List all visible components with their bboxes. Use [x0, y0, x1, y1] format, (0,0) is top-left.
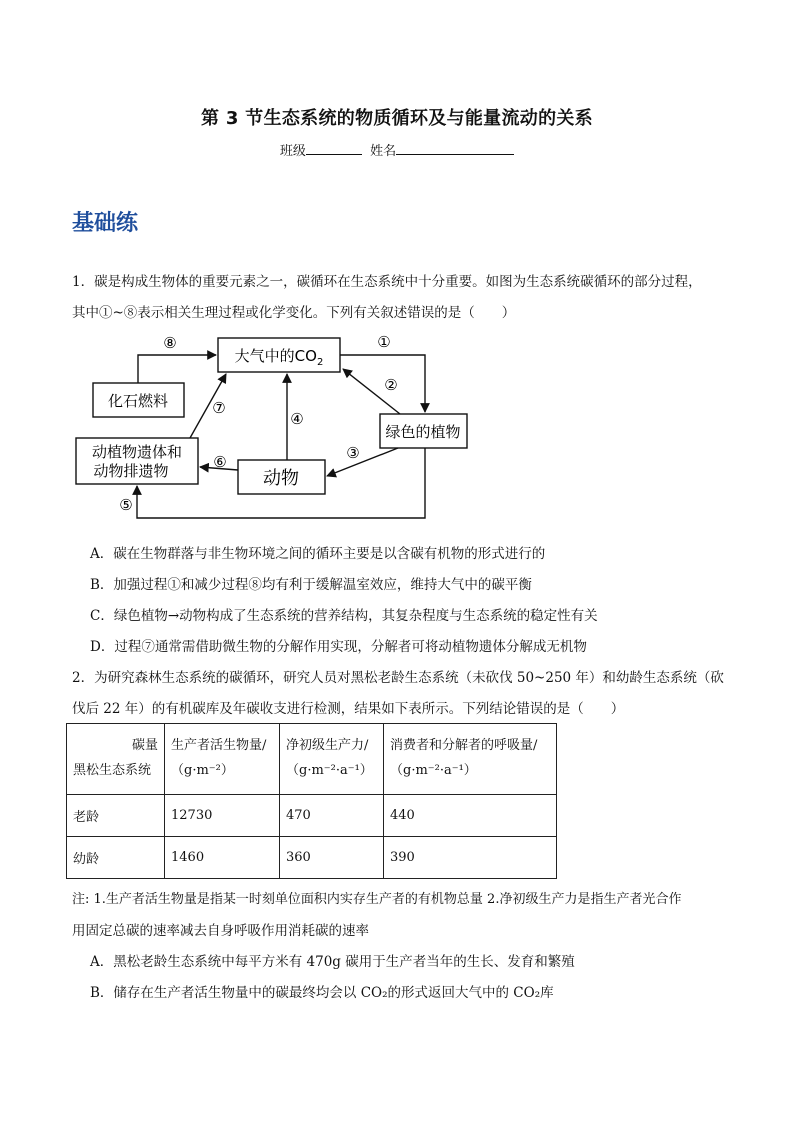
arrow-5-label: ⑤ [119, 496, 133, 514]
remains-label-line1: 动植物遗体和 [91, 443, 183, 461]
atmosphere-label: 大气中的$CO_2$ [234, 347, 324, 368]
fossil-label: 化石燃料 [107, 392, 169, 410]
arrow-6-label: ⑥ [213, 453, 227, 471]
q1-option-c[interactable]: C．绿色植物→动物构成了生态系统的营养结构，其复杂程度与生态系统的稳定性有关 [90, 608, 598, 624]
table-header-col2: 净初级生产力/ （g·m⁻²·a⁻¹） [280, 724, 384, 795]
arrow-4-label: ④ [290, 410, 304, 428]
table-corner: 碳量 黑松生态系统 [67, 724, 165, 795]
q2-note-line2: 用固定总碳的速率减去自身呼吸作用消耗碳的速率 [72, 923, 369, 939]
arrow-3-label: ③ [346, 444, 360, 462]
section-title: 基础练 [72, 211, 139, 236]
q2-stem-line2: 伐后 22 年）的有机碳库及年碳收支进行检测，结果如下表所示。下列结论错误的是（ ） [72, 701, 625, 717]
arrow-1 [340, 355, 425, 412]
q2-stem-line1: 2．为研究森林生态系统的碳循环，研究人员对黑松老龄生态系统（未砍伐 50~250 年）和幼龄生态系统（砍 [72, 670, 724, 686]
table-header-col1: 生产者活生物量/ （g·m⁻²） [165, 724, 280, 795]
arrow-8-label: ⑧ [163, 334, 177, 352]
name-label: 姓名 [370, 144, 397, 159]
arrow-2-label: ② [384, 376, 398, 394]
q1-stem-line2: 其中①~⑧表示相关生理过程或化学变化。下列有关叙述错误的是（ ） [72, 305, 516, 321]
animal-label: 动物 [263, 468, 299, 489]
arrow-3 [327, 448, 398, 476]
q1-option-b[interactable]: B．加强过程①和减少过程⑧均有利于缓解温室效应，维持大气中的碳平衡 [90, 577, 532, 593]
q2-note-line1: 注: 1.生产者活生物量是指某一时刻单位面积内实存生产者的有机物总量 2.净初级生产力是指生产者光合作 [72, 892, 682, 907]
q1-option-a[interactable]: A．碳在生物群落与非生物环境之间的循环主要是以含碳有机物的形式进行的 [90, 546, 546, 562]
q2-option-a[interactable]: A．黑松老龄生态系统中每平方米有 470g 碳用于生产者当年的生长、发育和繁殖 [90, 954, 575, 970]
q1-stem-line1: 1．碳是构成生物体的重要元素之一，碳循环在生态系统中十分重要。如图为生态系统碳循环的部分过程， [72, 274, 702, 290]
carbon-table [66, 723, 557, 879]
q1-option-d[interactable]: D．过程⑦通常需借助微生物的分解作用实现，分解者可将动植物遗体分解成无机物 [90, 639, 587, 655]
remains-label-line2: 动物排遗物 [93, 462, 169, 480]
class-label: 班级 [279, 144, 306, 159]
table-row: 老龄 12730 470 440 [67, 795, 557, 837]
plant-label: 绿色的植物 [385, 423, 461, 441]
page-title: 第 3 节生态系统的物质循环及与能量流动的关系 [201, 108, 593, 129]
arrow-1-label: ① [377, 333, 391, 351]
arrow-7-label: ⑦ [212, 399, 226, 417]
table-header-col3: 消费者和分解者的呼吸量/ （g·m⁻²·a⁻¹） [384, 724, 557, 795]
q2-option-b[interactable]: B．储存在生产者活生物量中的碳最终均会以 CO₂的形式返回大气中的 CO₂库 [90, 985, 554, 1001]
arrow-8 [138, 355, 216, 383]
table-row: 幼龄 1460 360 390 [67, 837, 557, 879]
